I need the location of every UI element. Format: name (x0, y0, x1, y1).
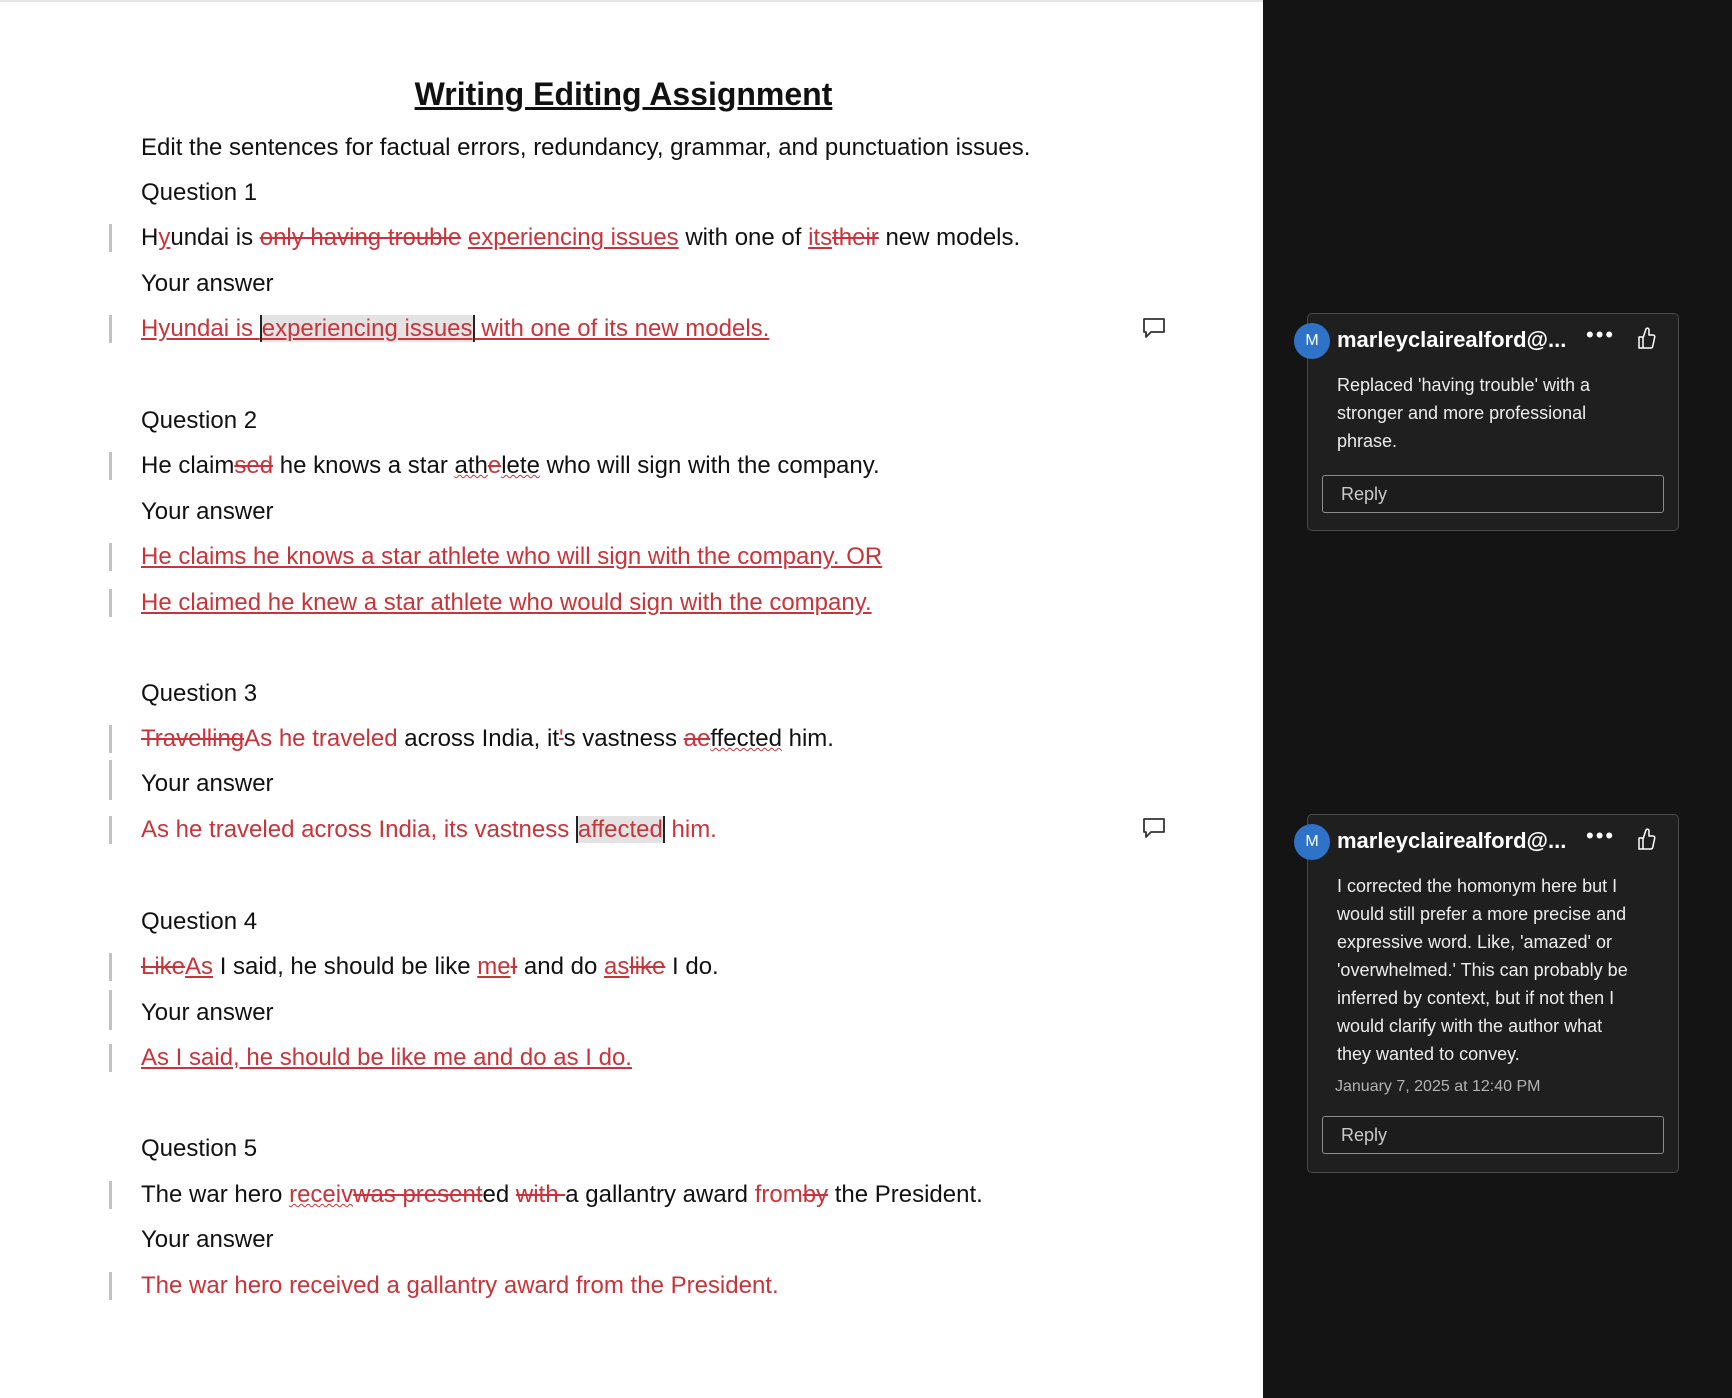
question-4-label: Question 4 (141, 908, 258, 935)
question-5-label: Question 5 (141, 1135, 258, 1162)
change-bar (109, 543, 112, 571)
avatar: M (1294, 824, 1330, 860)
change-bar (109, 1044, 112, 1072)
like-icon[interactable] (1636, 326, 1656, 350)
comment-author: marleyclairealford@... (1337, 327, 1567, 352)
your-answer-label: Your answer (141, 770, 274, 797)
comment-anchor-highlight[interactable]: experiencing issues (261, 315, 473, 342)
question-2-label: Question 2 (141, 407, 258, 434)
question-1-label: Question 1 (141, 179, 258, 206)
reply-input[interactable]: Reply (1322, 475, 1664, 513)
change-bar (109, 725, 112, 753)
comment-text: I corrected the homonym here but I would still prefer a more precise and expressive word. Like, 'amazed' or 'overwhelmed.' This can probably be inferred by context, but if not then I would clarify with the author what they wanted to convey. (1337, 876, 1628, 1064)
question-2-answer-1[interactable]: He claims he knows a star athlete who will sign with the company. OR (141, 543, 883, 570)
question-2-answer-2[interactable]: He claimed he knew a star athlete who would sign with the company. (141, 589, 872, 616)
document-title: Writing Editing Assignment (414, 76, 833, 112)
question-4-answer[interactable]: As I said, he should be like me and do as I do. (141, 1044, 632, 1071)
comment-icon[interactable] (1142, 317, 1166, 339)
comment-anchor-highlight[interactable]: affected (577, 816, 663, 843)
comment-author: marleyclairealford@... (1337, 828, 1567, 853)
change-bar (109, 990, 112, 1030)
comment-timestamp: January 7, 2025 at 12:40 PM (1335, 1078, 1541, 1095)
your-answer-label: Your answer (141, 1226, 274, 1253)
more-options-icon[interactable]: ••• (1586, 823, 1616, 848)
change-bar (109, 816, 112, 844)
your-answer-label: Your answer (141, 498, 274, 525)
change-bar (109, 589, 112, 617)
question-4-sentence[interactable]: LikeAs I said, he should be like meI and do aslike I do. (141, 953, 719, 980)
change-bar (109, 760, 112, 800)
your-answer-label: Your answer (141, 270, 274, 297)
change-bar (109, 953, 112, 981)
question-2-sentence[interactable]: He claimsed he knows a star athelete who will sign with the company. (141, 452, 880, 479)
avatar: M (1294, 323, 1330, 359)
question-3-sentence[interactable]: TravellingAs he traveled across India, it's vastness aeffected him. (141, 725, 834, 752)
instructions-text: Edit the sentences for factual errors, redundancy, grammar, and punctuation issues. (141, 134, 1031, 161)
change-bar (109, 315, 112, 343)
reply-input[interactable]: Reply (1322, 1116, 1664, 1154)
question-3-answer[interactable]: As he traveled across India, its vastness affected him. (141, 816, 717, 843)
comment-card[interactable] (1307, 313, 1679, 531)
question-1-sentence[interactable]: Hyundai is only having trouble experiencing issues with one of itstheir new models. (141, 224, 1021, 251)
change-bar (109, 1181, 112, 1209)
comment-icon[interactable] (1142, 817, 1166, 839)
more-options-icon[interactable]: ••• (1586, 322, 1616, 347)
comment-card[interactable] (1307, 814, 1679, 1173)
change-bar (109, 452, 112, 480)
change-bar (109, 1272, 112, 1300)
comment-text: Replaced 'having trouble' with a stronger and more professional phrase. (1337, 375, 1591, 451)
question-5-answer[interactable]: The war hero received a gallantry award from the President. (141, 1272, 779, 1299)
question-5-sentence[interactable]: The war hero receivwas presented with a gallantry award fromby the President. (141, 1181, 983, 1208)
change-bar (109, 224, 112, 252)
your-answer-label: Your answer (141, 999, 274, 1026)
question-1-answer[interactable]: Hyundai is experiencing issues with one of its new models. (141, 315, 770, 342)
like-icon[interactable] (1636, 827, 1656, 851)
question-3-label: Question 3 (141, 680, 258, 707)
